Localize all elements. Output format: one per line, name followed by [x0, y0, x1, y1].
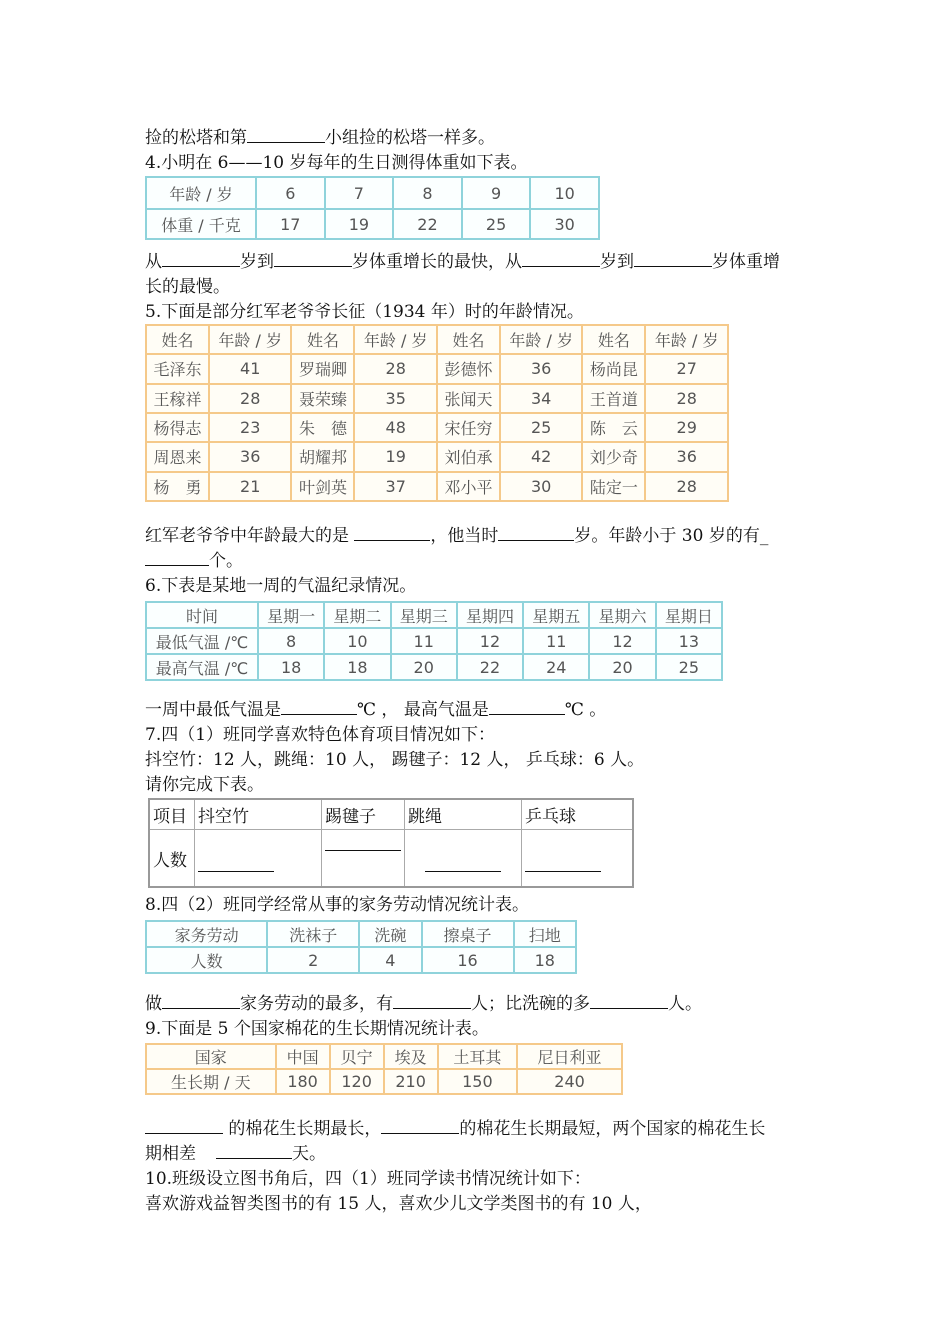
cotton-table	[145, 1043, 623, 1095]
table-cell: 13	[656, 628, 722, 654]
question-4: 4.小明在 6——10 岁每年的生日测得体重如下表。	[145, 153, 528, 173]
table-cell: 27	[645, 354, 728, 383]
temperature-table	[145, 601, 723, 681]
table-cell: 杨得志	[146, 413, 209, 442]
table-cell: 6	[256, 177, 325, 209]
table-cell: 4	[359, 947, 421, 973]
table-cell: 28	[209, 384, 292, 413]
text: 天。	[292, 1144, 326, 1164]
blank[interactable]	[381, 1117, 459, 1134]
table-cell: 120	[330, 1069, 384, 1094]
text: 岁体重增	[712, 252, 780, 272]
blank[interactable]	[354, 524, 430, 541]
table-cell: 生长期 / 天	[146, 1069, 276, 1094]
table-cell: 年龄 / 岁	[354, 325, 437, 354]
table-cell: 尼日利亚	[517, 1044, 622, 1069]
blank[interactable]	[162, 992, 240, 1009]
blank[interactable]	[274, 250, 352, 267]
text: 捡的松塔和第	[145, 128, 247, 148]
table-cell: 21	[209, 472, 292, 501]
table-cell: 36	[209, 442, 292, 471]
blank[interactable]	[325, 834, 401, 851]
text: ，他当时	[430, 526, 499, 546]
table-cell: 11	[523, 628, 589, 654]
table-cell: 210	[384, 1069, 438, 1094]
table-cell: 22	[393, 209, 462, 239]
text: ℃ 。	[564, 700, 607, 720]
blank[interactable]	[145, 1117, 223, 1134]
table-cell: 罗瑞卿	[291, 354, 354, 383]
table-cell: 11	[391, 628, 457, 654]
table-cell: 宋任穷	[437, 413, 500, 442]
table-cell: 刘伯承	[437, 442, 500, 471]
table-cell: 扫地	[514, 921, 577, 947]
table-cell: 19	[325, 209, 394, 239]
table-cell: 星期六	[589, 602, 655, 628]
table-cell: 25	[656, 654, 722, 680]
text: 的棉花生长期最短，两个国家的棉花生长	[459, 1119, 766, 1139]
text-line: 长的最慢。	[145, 277, 230, 297]
sport-table	[148, 798, 634, 888]
table-cell: 30	[500, 472, 583, 501]
blank[interactable]	[489, 698, 565, 715]
table-cell: 最高气温 /℃	[146, 654, 258, 680]
blank[interactable]	[198, 855, 274, 872]
text: 小组捡的松塔一样多。	[325, 128, 495, 148]
table-cell: 42	[500, 442, 583, 471]
text-line	[145, 524, 768, 548]
question-7: 7.四（1）班同学喜欢特色体育项目情况如下：	[145, 725, 496, 745]
table-cell: 19	[354, 442, 437, 471]
table-cell: 贝宁	[330, 1044, 384, 1069]
table-cell: 中国	[276, 1044, 330, 1069]
table-cell: 150	[438, 1069, 517, 1094]
table-cell: 踢毽子	[322, 799, 405, 830]
table-cell: 项目	[149, 799, 195, 830]
text: 岁体重增长的最快，从	[352, 252, 522, 272]
table-cell: 星期五	[523, 602, 589, 628]
table-cell: 张闻天	[437, 384, 500, 413]
blank[interactable]	[590, 992, 668, 1009]
text-line	[145, 549, 243, 573]
text: 人；比洗碗的多	[471, 994, 590, 1014]
blank[interactable]	[522, 250, 600, 267]
table-cell: 16	[422, 947, 514, 973]
table-cell: 聂荣臻	[291, 384, 354, 413]
table-cell: 姓名	[582, 325, 645, 354]
answer-cell[interactable]	[522, 830, 634, 888]
text: 家务劳动的最多，有	[240, 994, 393, 1014]
text: ℃ ， 最高气温是	[357, 700, 489, 720]
table-cell: 家务劳动	[146, 921, 267, 947]
table-cell: 10	[324, 628, 390, 654]
text-line	[145, 250, 780, 274]
blank[interactable]	[393, 992, 471, 1009]
table-cell: 180	[276, 1069, 330, 1094]
text: 岁。年龄小于 30 岁的有_	[574, 526, 769, 546]
table-cell: 王稼祥	[146, 384, 209, 413]
text-line: 请你完成下表。	[145, 775, 264, 795]
table-cell: 30	[530, 209, 599, 239]
text: 从	[145, 252, 162, 272]
table-cell: 9	[462, 177, 531, 209]
table-cell: 36	[645, 442, 728, 471]
text: 红军老爷爷中年龄最大的是	[145, 526, 355, 546]
blank[interactable]	[162, 250, 240, 267]
table-cell: 23	[209, 413, 292, 442]
table-cell: 12	[457, 628, 523, 654]
table-cell: 抖空竹	[195, 799, 322, 830]
table-cell: 22	[457, 654, 523, 680]
table-cell: 洗碗	[359, 921, 421, 947]
answer-cell[interactable]	[195, 830, 322, 888]
table-cell: 34	[500, 384, 583, 413]
chore-table	[145, 920, 577, 974]
table-cell: 37	[354, 472, 437, 501]
table-cell: 17	[256, 209, 325, 239]
question-5: 5.下面是部分红军老爷爷长征（1934 年）时的年龄情况。	[145, 302, 584, 322]
table-cell: 星期日	[656, 602, 722, 628]
table-cell: 8	[258, 628, 324, 654]
table-cell: 体重 / 千克	[146, 209, 256, 239]
table-cell: 7	[325, 177, 394, 209]
text-line	[145, 1117, 765, 1141]
weight-table	[145, 176, 600, 240]
blank[interactable]	[145, 549, 209, 566]
table-cell: 28	[645, 472, 728, 501]
table-cell: 王首道	[582, 384, 645, 413]
text-line: 抖空竹：12 人，跳绳：10 人， 踢毽子：12 人， 乒乓球：6 人。	[145, 750, 645, 770]
table-cell: 陈 云	[582, 413, 645, 442]
text-line	[145, 698, 606, 722]
table-cell: 48	[354, 413, 437, 442]
table-cell: 洗袜子	[267, 921, 359, 947]
table-cell: 年龄 / 岁	[146, 177, 256, 209]
table-cell: 时间	[146, 602, 258, 628]
text: 个。	[209, 551, 243, 571]
question-9: 9.下面是 5 个国家棉花的生长期情况统计表。	[145, 1019, 489, 1039]
text: 做	[145, 994, 162, 1014]
table-cell: 24	[523, 654, 589, 680]
blank[interactable]	[498, 524, 574, 541]
table-cell: 星期一	[258, 602, 324, 628]
table-cell: 人数	[146, 947, 267, 973]
table-cell: 杨尚昆	[582, 354, 645, 383]
table-cell: 29	[645, 413, 728, 442]
table-cell: 周恩来	[146, 442, 209, 471]
table-cell: 20	[589, 654, 655, 680]
table-cell: 胡耀邦	[291, 442, 354, 471]
table-cell: 星期四	[457, 602, 523, 628]
table-cell: 36	[500, 354, 583, 383]
table-cell: 35	[354, 384, 437, 413]
table-cell: 18	[324, 654, 390, 680]
text: 的棉花生长期最长，	[223, 1119, 382, 1139]
table-cell: 星期二	[324, 602, 390, 628]
table-cell: 25	[500, 413, 583, 442]
table-cell: 18	[258, 654, 324, 680]
table-cell: 8	[393, 177, 462, 209]
table-cell: 人数	[149, 830, 195, 888]
table-cell: 最低气温 /℃	[146, 628, 258, 654]
table-cell: 年龄 / 岁	[645, 325, 728, 354]
blank[interactable]	[425, 855, 501, 872]
table-cell: 邓小平	[437, 472, 500, 501]
text: 岁到	[240, 252, 274, 272]
table-cell: 跳绳	[405, 799, 522, 830]
table-cell: 10	[530, 177, 599, 209]
blank[interactable]	[216, 1142, 292, 1159]
table-cell: 姓名	[437, 325, 500, 354]
blank[interactable]	[525, 855, 601, 872]
table-cell: 12	[589, 628, 655, 654]
table-cell: 擦桌子	[422, 921, 514, 947]
text-line	[145, 126, 495, 150]
table-cell: 叶剑英	[291, 472, 354, 501]
table-cell: 杨 勇	[146, 472, 209, 501]
text: 一周中最低气温是	[145, 700, 281, 720]
question-6: 6.下表是某地一周的气温纪录情况。	[145, 576, 417, 596]
table-cell: 乒乓球	[522, 799, 634, 830]
table-cell: 朱 德	[291, 413, 354, 442]
blank[interactable]	[247, 126, 325, 143]
table-cell: 年龄 / 岁	[209, 325, 292, 354]
table-cell: 年龄 / 岁	[500, 325, 583, 354]
table-cell: 41	[209, 354, 292, 383]
table-cell: 240	[517, 1069, 622, 1094]
text-line: 喜欢游戏益智类图书的有 15 人，喜欢少儿文学类图书的有 10 人，	[145, 1194, 652, 1214]
table-cell: 土耳其	[438, 1044, 517, 1069]
blank[interactable]	[634, 250, 712, 267]
table-cell: 28	[354, 354, 437, 383]
text: 人。	[668, 994, 702, 1014]
table-cell: 刘少奇	[582, 442, 645, 471]
table-cell: 2	[267, 947, 359, 973]
table-cell: 18	[514, 947, 577, 973]
table-cell: 陆定一	[582, 472, 645, 501]
text: 岁到	[600, 252, 634, 272]
question-10: 10.班级设立图书角后，四（1）班同学读书情况统计如下：	[145, 1169, 591, 1189]
age-table	[145, 324, 729, 502]
text: 期相差	[145, 1144, 196, 1164]
text-line	[145, 1142, 326, 1166]
table-cell: 28	[645, 384, 728, 413]
answer-cell[interactable]	[322, 830, 405, 888]
table-cell: 25	[462, 209, 531, 239]
table-cell: 姓名	[146, 325, 209, 354]
table-cell: 星期三	[391, 602, 457, 628]
question-8: 8.四（2）班同学经常从事的家务劳动情况统计表。	[145, 895, 530, 915]
table-cell: 国家	[146, 1044, 276, 1069]
table-cell: 毛泽东	[146, 354, 209, 383]
blank[interactable]	[281, 698, 357, 715]
table-cell: 埃及	[384, 1044, 438, 1069]
table-cell: 姓名	[291, 325, 354, 354]
table-cell: 20	[391, 654, 457, 680]
text-line	[145, 992, 702, 1016]
table-cell: 彭德怀	[437, 354, 500, 383]
answer-cell[interactable]	[405, 830, 522, 888]
